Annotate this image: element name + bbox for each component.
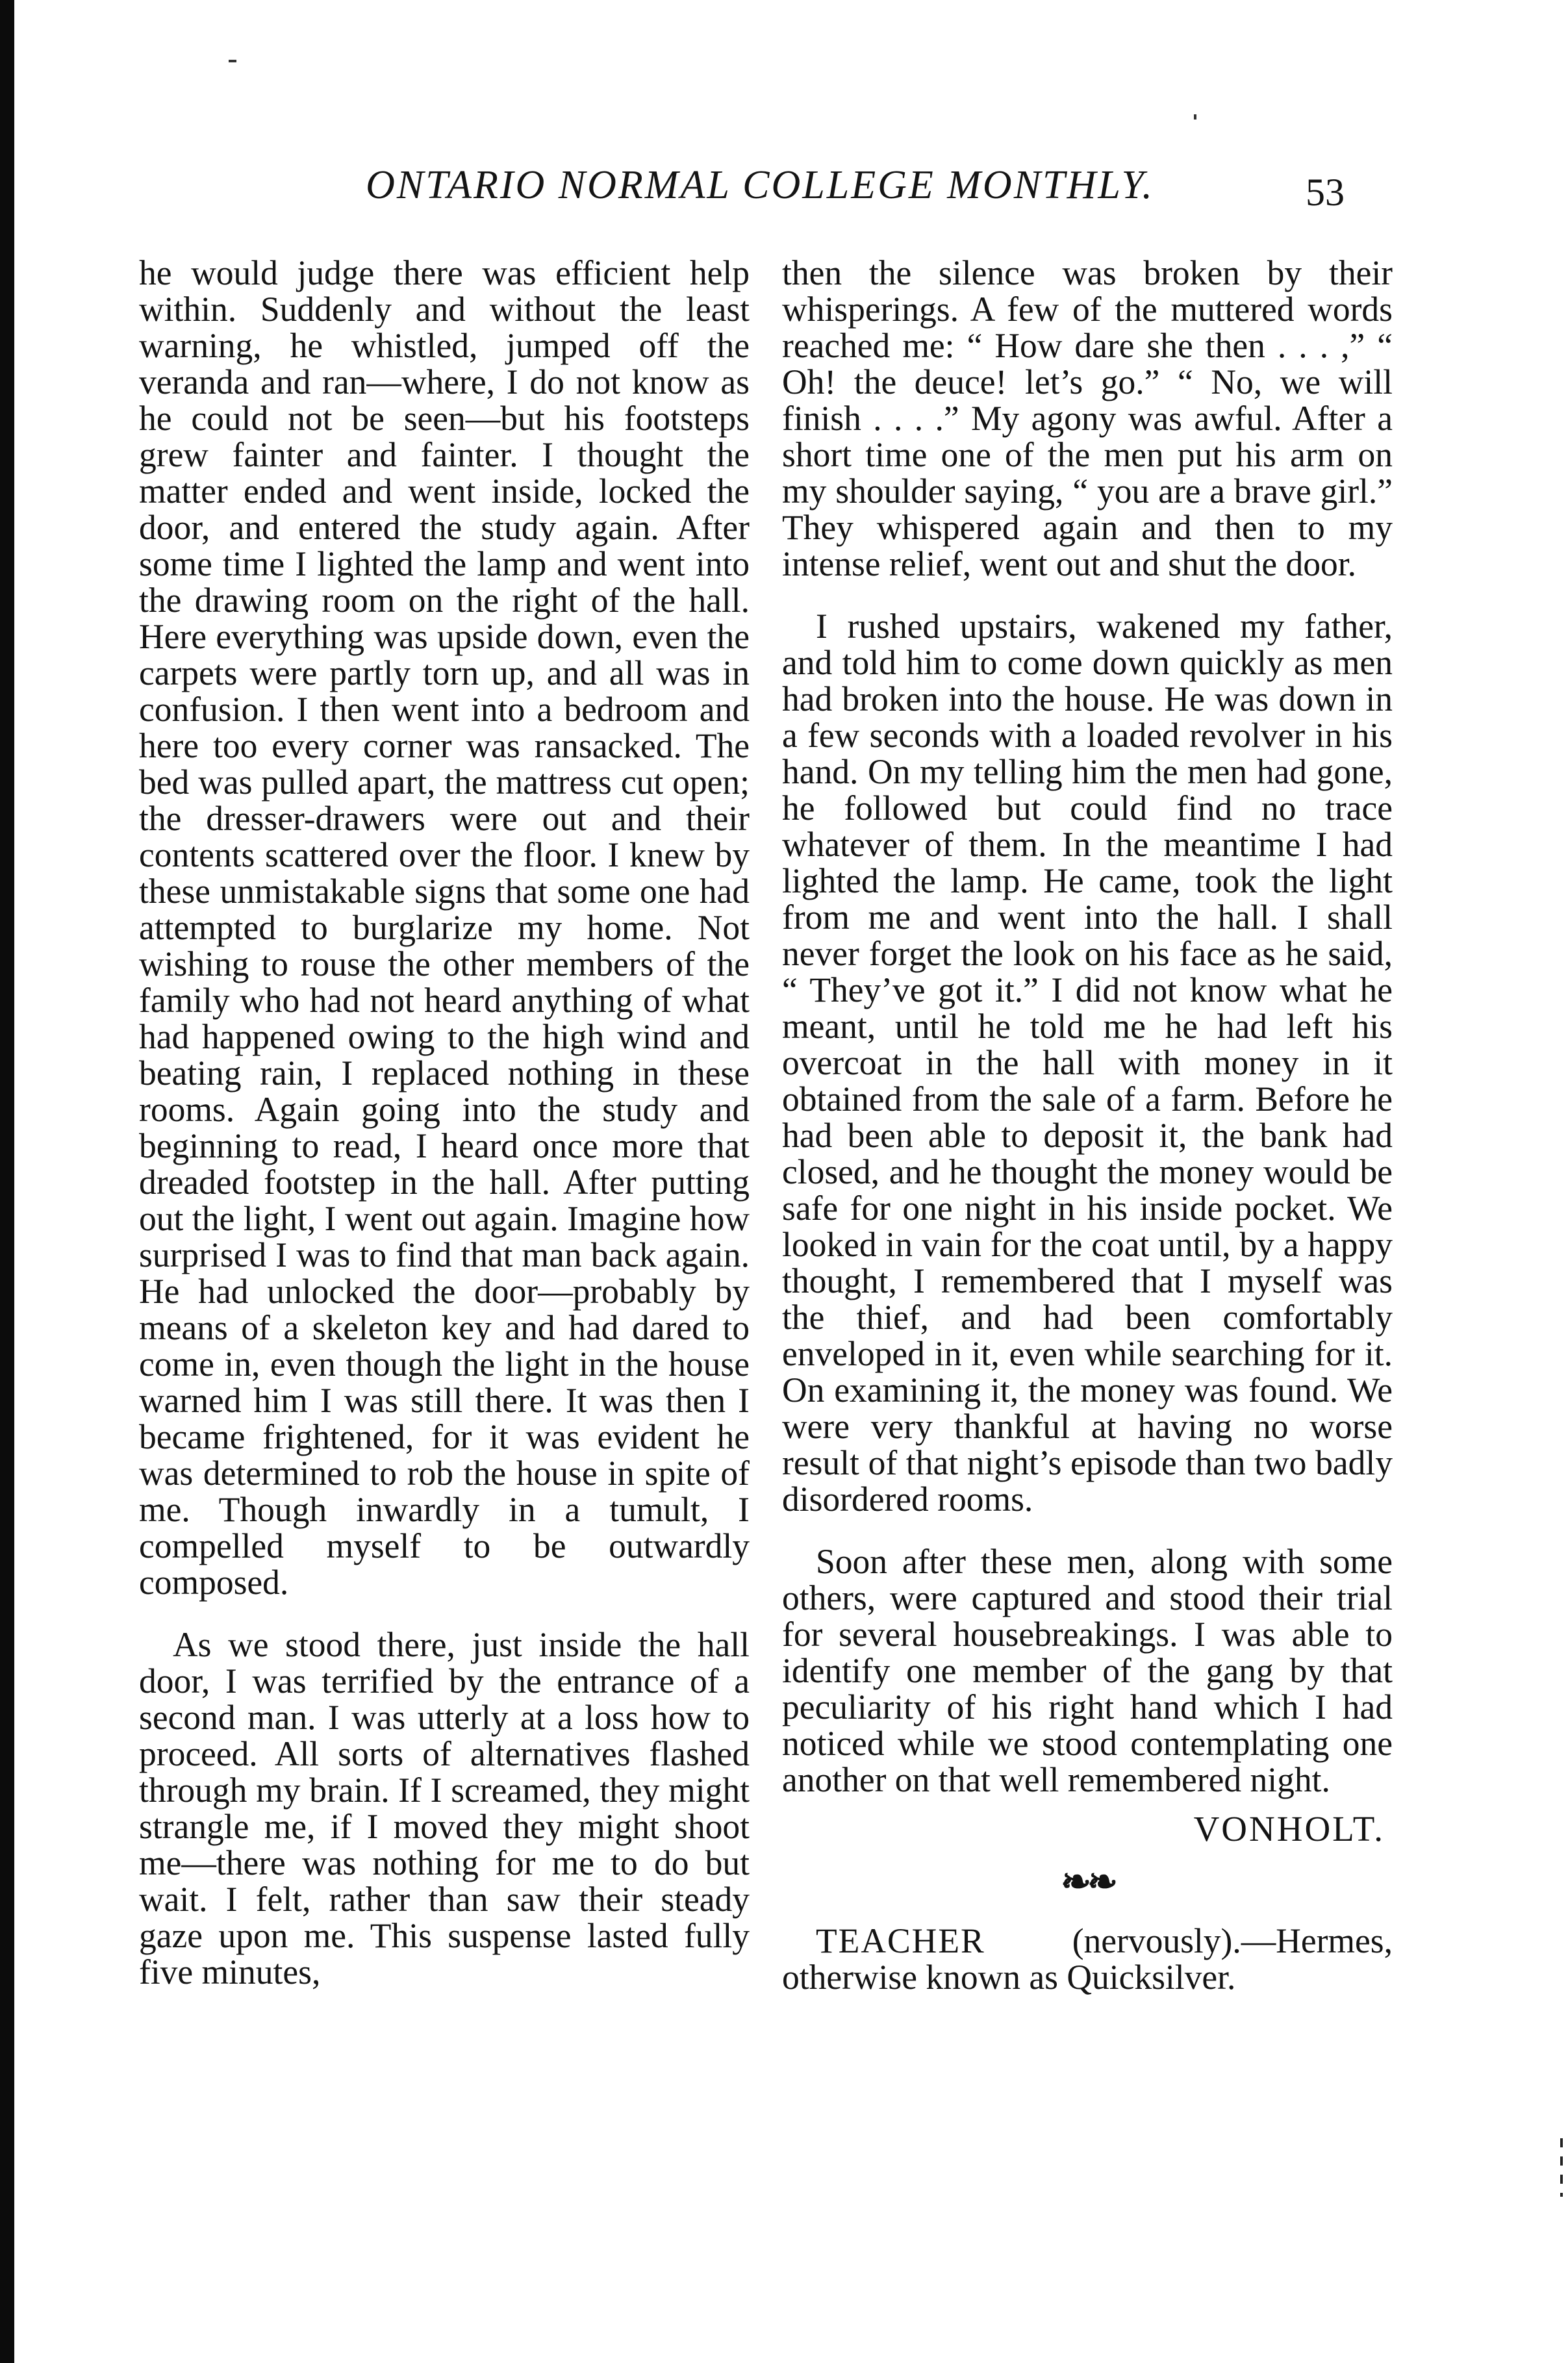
page-number: 53 [1306,171,1345,214]
joke-paragraph [782,1923,1393,1995]
left-column [139,255,750,1990]
running-header: ONTARIO NORMAL COLLEGE MONTHLY. [366,163,1154,207]
joke-text: (nervously).—Hermes, otherwise known as Quicksilver. [782,1921,1393,1997]
scan-speck [229,60,236,62]
paragraph: then the silence was broken by their whisperings. A few of the muttered words reached me: “ How dare she then . . . ,” “ Oh! the deuce! let’s go.” “ No, we will finish . . . .” My agony was awful. After a short time one of the men put his arm on my shoulder saying, “ you are a brave girl.” They whispered again and then to my intense relief, went out and shut the door. [782,253,1393,583]
fleuron-ornament: ❧❧ [1061,1862,1114,1902]
paragraph: I rushed upstairs, wakened my father, and told him to come down quickly as men had broken into the house. He was down in a few seconds with a loaded revolver in his hand. On my telling him the men had gone, he followed but could find no trace whatever of them. In the meantime I had lighted the lamp. He came, took the light from me and went into the hall. I shall never forget the look on his face as he said, “ They’ve got it.” I did not know what he meant, until he told me he had left his overcoat in the hall with money in it obtained from the sale of a farm. Before he had been able to deposit it, the bank had closed, and he thought the money would be safe for one night in his inside pocket. We looked in vain for the coat until, by a happy thought, I remembered that I myself was the thief, and had been comfortably enveloped in it, even while searching for it. On examining it, the money was found. We were very thankful at having no worse result of that night’s episode than two badly disordered rooms. [782,607,1393,1519]
right-column [782,255,1393,1995]
paragraph: As we stood there, just inside the hall door, I was terrified by the entrance of a second man. I was utterly at a loss how to proceed. All sorts of alternatives flashed through my brain. If I screamed, they might strangle me, if I moved they might shoot me—there was nothing for me to do but wait. I felt, rather than saw their steady gaze upon me. This suspense lasted fully five minutes, [139,1625,750,1991]
binding-edge [0,0,14,2363]
scan-edge-marks [1560,2138,1563,2197]
paragraph: Soon after these men, along with some others, were captured and stood their trial for several housebreakings. I was able to identify one member of the gang by that peculiarity of his right hand which I had noticed while we stood contemplating one another on that well remembered night. [782,1542,1393,1799]
joke-speaker: TEACHER [816,1921,985,1960]
author-signature: VONHOLT. [1193,1809,1385,1849]
paragraph: he would judge there was efficient help within. Suddenly and without the least warning, he whistled, jumped off the veranda and ran—where, I do not know as he could not be seen—but his footsteps grew fainter and fainter. I thought the matter ended and went inside, locked the door, and entered the study again. After some time I lighted the lamp and went into the drawing room on the right of the hall. Here everything was upside down, even the carpets were partly torn up, and all was in confusion. I then went into a bedroom and here too every corner was ransacked. The bed was pulled apart, the mattress cut open; the dresser-drawers were out and their contents scattered over the floor. I knew by these unmistakable signs that some one had attempted to burglarize my home. Not wishing to rouse the other members of the family who had not heard anything of what had happened owing to the high wind and beating rain, I replaced nothing in these rooms. Again going into the study and beginning to read, I heard once more that dreaded footstep in the hall. After putting out the light, I went out again. Imagine how surprised I was to find that man back again. He had unlocked the door—probably by means of a skeleton key and had dared to come in, even though the light in the house warned him I was still there. It was then I became frightened, for it was evident he was determined to rob the house in spite of me. Though inwardly in a tumult, I compelled myself to be outwardly composed. [139,253,750,1602]
scan-speck [1194,114,1196,120]
